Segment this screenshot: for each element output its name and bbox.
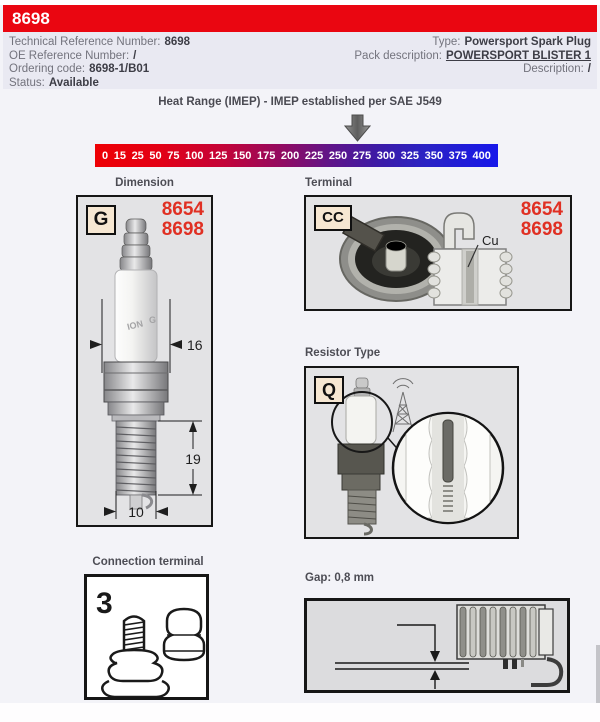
scale-tick: 250 <box>328 149 348 162</box>
scale-tick: 400 <box>472 149 491 162</box>
radio-interference-icon <box>393 379 413 432</box>
dimension-diagram-box <box>76 195 213 527</box>
oe-reference-row <box>9 50 190 62</box>
technical-reference-value: 8698 <box>164 36 191 48</box>
insulator-diameter-value: 16 <box>187 337 203 353</box>
status-value: Available <box>48 76 99 89</box>
dimension-code-badge: G <box>86 205 116 235</box>
description-label: Description: <box>523 63 584 75</box>
connection-diagram-box <box>84 574 209 700</box>
scale-tick: 300 <box>376 149 396 162</box>
ordering-code-label: Ordering code: <box>9 63 86 75</box>
scale-tick: 75 <box>167 149 180 162</box>
type-value: Powersport Spark Plug <box>464 36 591 48</box>
technical-reference-label: Technical Reference Number: <box>9 36 161 48</box>
scale-tick: 325 <box>400 149 420 162</box>
resistor-diagram-box <box>304 366 519 539</box>
terminal-reference-numbers <box>521 200 563 240</box>
resistor-section-title: Resistor Type <box>305 347 381 359</box>
pack-description-link[interactable]: POWERSPORT BLISTER 1 <box>445 49 591 62</box>
ordering-code-row <box>9 63 190 75</box>
thread-diameter-value: 10 <box>128 504 144 520</box>
gap-section-title: Gap: 0,8 mm <box>305 572 375 584</box>
scale-tick: 150 <box>233 149 252 162</box>
reference-number: 8654 <box>520 199 563 220</box>
type-row <box>354 36 591 48</box>
status-label: Status: <box>9 76 45 89</box>
scale-tick: 15 <box>113 149 126 162</box>
scrollbar[interactable] <box>596 645 600 722</box>
dimension-reference-numbers <box>162 200 204 240</box>
resistor-code-badge: Q <box>314 376 344 404</box>
pack-description-row <box>354 50 591 62</box>
heat-range-indicator-arrow-icon <box>344 114 371 142</box>
terminal-code-badge: CC <box>314 205 352 231</box>
connection-terminal-drawing-icon <box>87 577 206 697</box>
dimension-section-title: Dimension <box>115 177 174 189</box>
scale-tick: 100 <box>185 149 204 162</box>
terminal-diagram-box <box>304 195 572 311</box>
part-number-banner <box>3 5 597 32</box>
scale-tick: 25 <box>131 149 144 162</box>
insulator-brand-mark: G <box>149 315 157 325</box>
insulator-brand-mark: ION <box>126 318 145 332</box>
scale-tick: 50 <box>149 149 162 162</box>
type-label: Type: <box>432 36 461 48</box>
oe-reference-label: OE Reference Number: <box>9 49 130 62</box>
scale-tick: 175 <box>256 149 276 162</box>
connection-code-number: 3 <box>96 587 113 620</box>
reference-number: 8654 <box>161 199 204 220</box>
terminal-section-title: Terminal <box>305 177 353 189</box>
heat-range-scale <box>95 144 498 167</box>
reference-number: 8698 <box>520 219 563 240</box>
status-row <box>9 77 190 89</box>
info-left-column <box>9 36 190 89</box>
thread-length-value: 19 <box>185 451 201 467</box>
scale-tick: 0 <box>102 149 109 162</box>
spark-plug-dimension-drawing-icon <box>78 197 211 525</box>
gap-diagram-box <box>304 598 570 693</box>
description-row <box>354 63 591 75</box>
part-number: 8698 <box>12 9 50 28</box>
scale-tick: 350 <box>424 149 443 162</box>
scale-tick: 200 <box>280 149 300 162</box>
scale-tick: 225 <box>304 149 324 162</box>
info-right-column <box>354 36 591 89</box>
oe-reference-value: / <box>133 49 137 62</box>
connection-section-title: Connection terminal <box>92 556 204 568</box>
ordering-code-value: 8698-1/B01 <box>89 63 150 75</box>
gap-drawing-icon <box>307 601 567 690</box>
pack-description-label: Pack description: <box>354 49 442 62</box>
scale-tick: 275 <box>352 149 372 162</box>
reference-number: 8698 <box>161 219 204 240</box>
copper-core-label: Cu <box>482 233 499 248</box>
footer-divider <box>85 717 600 722</box>
product-info-bar <box>3 32 597 89</box>
description-value: / <box>587 63 591 75</box>
scale-tick: 125 <box>209 149 228 162</box>
technical-reference-row <box>9 36 190 48</box>
scale-tick: 375 <box>448 149 467 162</box>
heat-range-title: Heat Range (IMEP) - IMEP established per SAE J549 <box>158 96 442 108</box>
